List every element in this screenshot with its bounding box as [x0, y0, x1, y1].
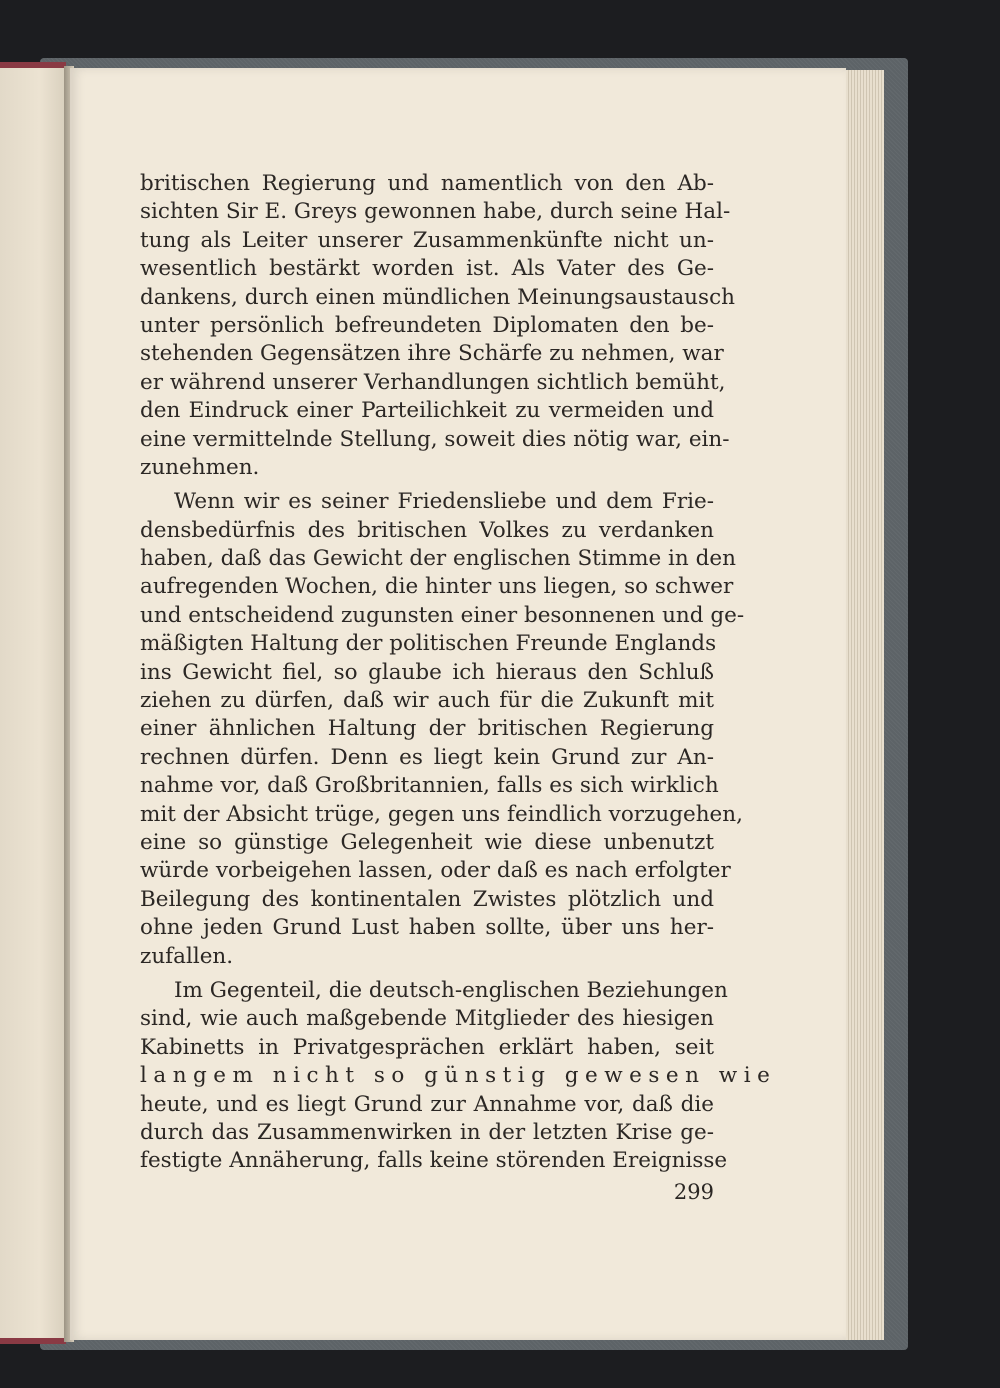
page-stack-edge	[846, 70, 884, 1340]
text-line: stehenden Gegensätzen ihre Schärfe zu nehmen, war	[140, 341, 724, 367]
text-line: rechnen dürfen. Denn es liegt kein Grund zur An-	[140, 744, 714, 770]
text-line: zunehmen.	[140, 454, 260, 480]
text-line: Kabinetts in Privatgesprächen erklärt haben, seit	[140, 1034, 714, 1060]
text-line: zufallen.	[140, 943, 234, 969]
text-line: Beilegung des kontinentalen Zwistes plötzlich und	[140, 886, 714, 912]
text-line: densbedürfnis des britischen Volkes zu verdanken	[140, 517, 714, 543]
body-text	[140, 170, 777, 1176]
paragraph	[140, 977, 777, 1176]
text-line: durch das Zusammenwirken in der letzten Krise ge-	[140, 1119, 714, 1145]
text-line: eine so günstige Gelegenheit wie diese unbenutzt	[140, 829, 714, 855]
text-line: aufregenden Wochen, die hinter uns liegen, so schwer	[140, 574, 734, 600]
text-line-spaced: langem nicht so günstig gewesen wie	[140, 1063, 777, 1089]
text-line: den Eindruck einer Parteilichkeit zu vermeiden und	[140, 398, 714, 424]
text-line: wesentlich bestärkt worden ist. Als Vater des Ge-	[140, 256, 714, 282]
left-tailband	[0, 1338, 66, 1344]
text-line: und entscheidend zugunsten einer besonnenen und ge-	[140, 602, 745, 628]
text-line: unter persönlich befreundeten Diplomaten den be-	[140, 312, 714, 338]
left-page-edge	[0, 66, 66, 1342]
text-line: einer ähnlichen Haltung der britischen Regierung	[140, 716, 714, 742]
text-line: mit der Absicht trüge, gegen uns feindlich vorzugehen,	[140, 801, 743, 827]
text-line: tung als Leiter unserer Zusammenkünfte nicht un-	[140, 227, 714, 253]
text-line: Wenn wir es seiner Friedensliebe und dem Frie-	[174, 489, 714, 515]
text-line: dankens, durch einen mündlichen Meinungsaustausch	[140, 284, 735, 310]
text-line: britischen Regierung und namentlich von den Ab-	[140, 171, 714, 196]
text-line: sichten Sir E. Greys gewonnen habe, durch seine Hal-	[140, 199, 731, 225]
paragraph	[140, 170, 735, 482]
text-line: festigte Annäherung, falls keine störenden Ereignisse	[140, 1148, 728, 1174]
text-line: haben, daß das Gewicht der englischen Stimme in den	[140, 546, 736, 572]
text-line: heute, und es liegt Grund zur Annahme vor, daß die	[140, 1091, 714, 1117]
text-line: sind, wie auch maßgebende Mitglieder des hiesigen	[140, 1006, 714, 1032]
paragraph	[140, 488, 745, 971]
text-line: eine vermittelnde Stellung, soweit dies nötig war, ein-	[140, 426, 730, 452]
text-line: ziehen zu dürfen, daß wir auch für die Zukunft mit	[140, 688, 714, 714]
text-line: nahme vor, daß Großbritannien, falls es sich wirklich	[140, 773, 719, 799]
text-line: er während unserer Verhandlungen sichtlich bemüht,	[140, 369, 726, 395]
text-line: ins Gewicht fiel, so glaube ich hieraus den Schluß	[140, 659, 714, 685]
text-line: würde vorbeigehen lassen, oder daß es nach erfolgter	[140, 858, 731, 884]
text-line: mäßigten Haltung der politischen Freunde Englands	[140, 631, 717, 657]
text-line: Im Gegenteil, die deutsch-englischen Beziehungen	[174, 977, 728, 1003]
text-line: ohne jeden Grund Lust haben sollte, über uns her-	[140, 915, 714, 941]
page-number: 299	[673, 1180, 714, 1204]
left-headband	[0, 62, 66, 68]
